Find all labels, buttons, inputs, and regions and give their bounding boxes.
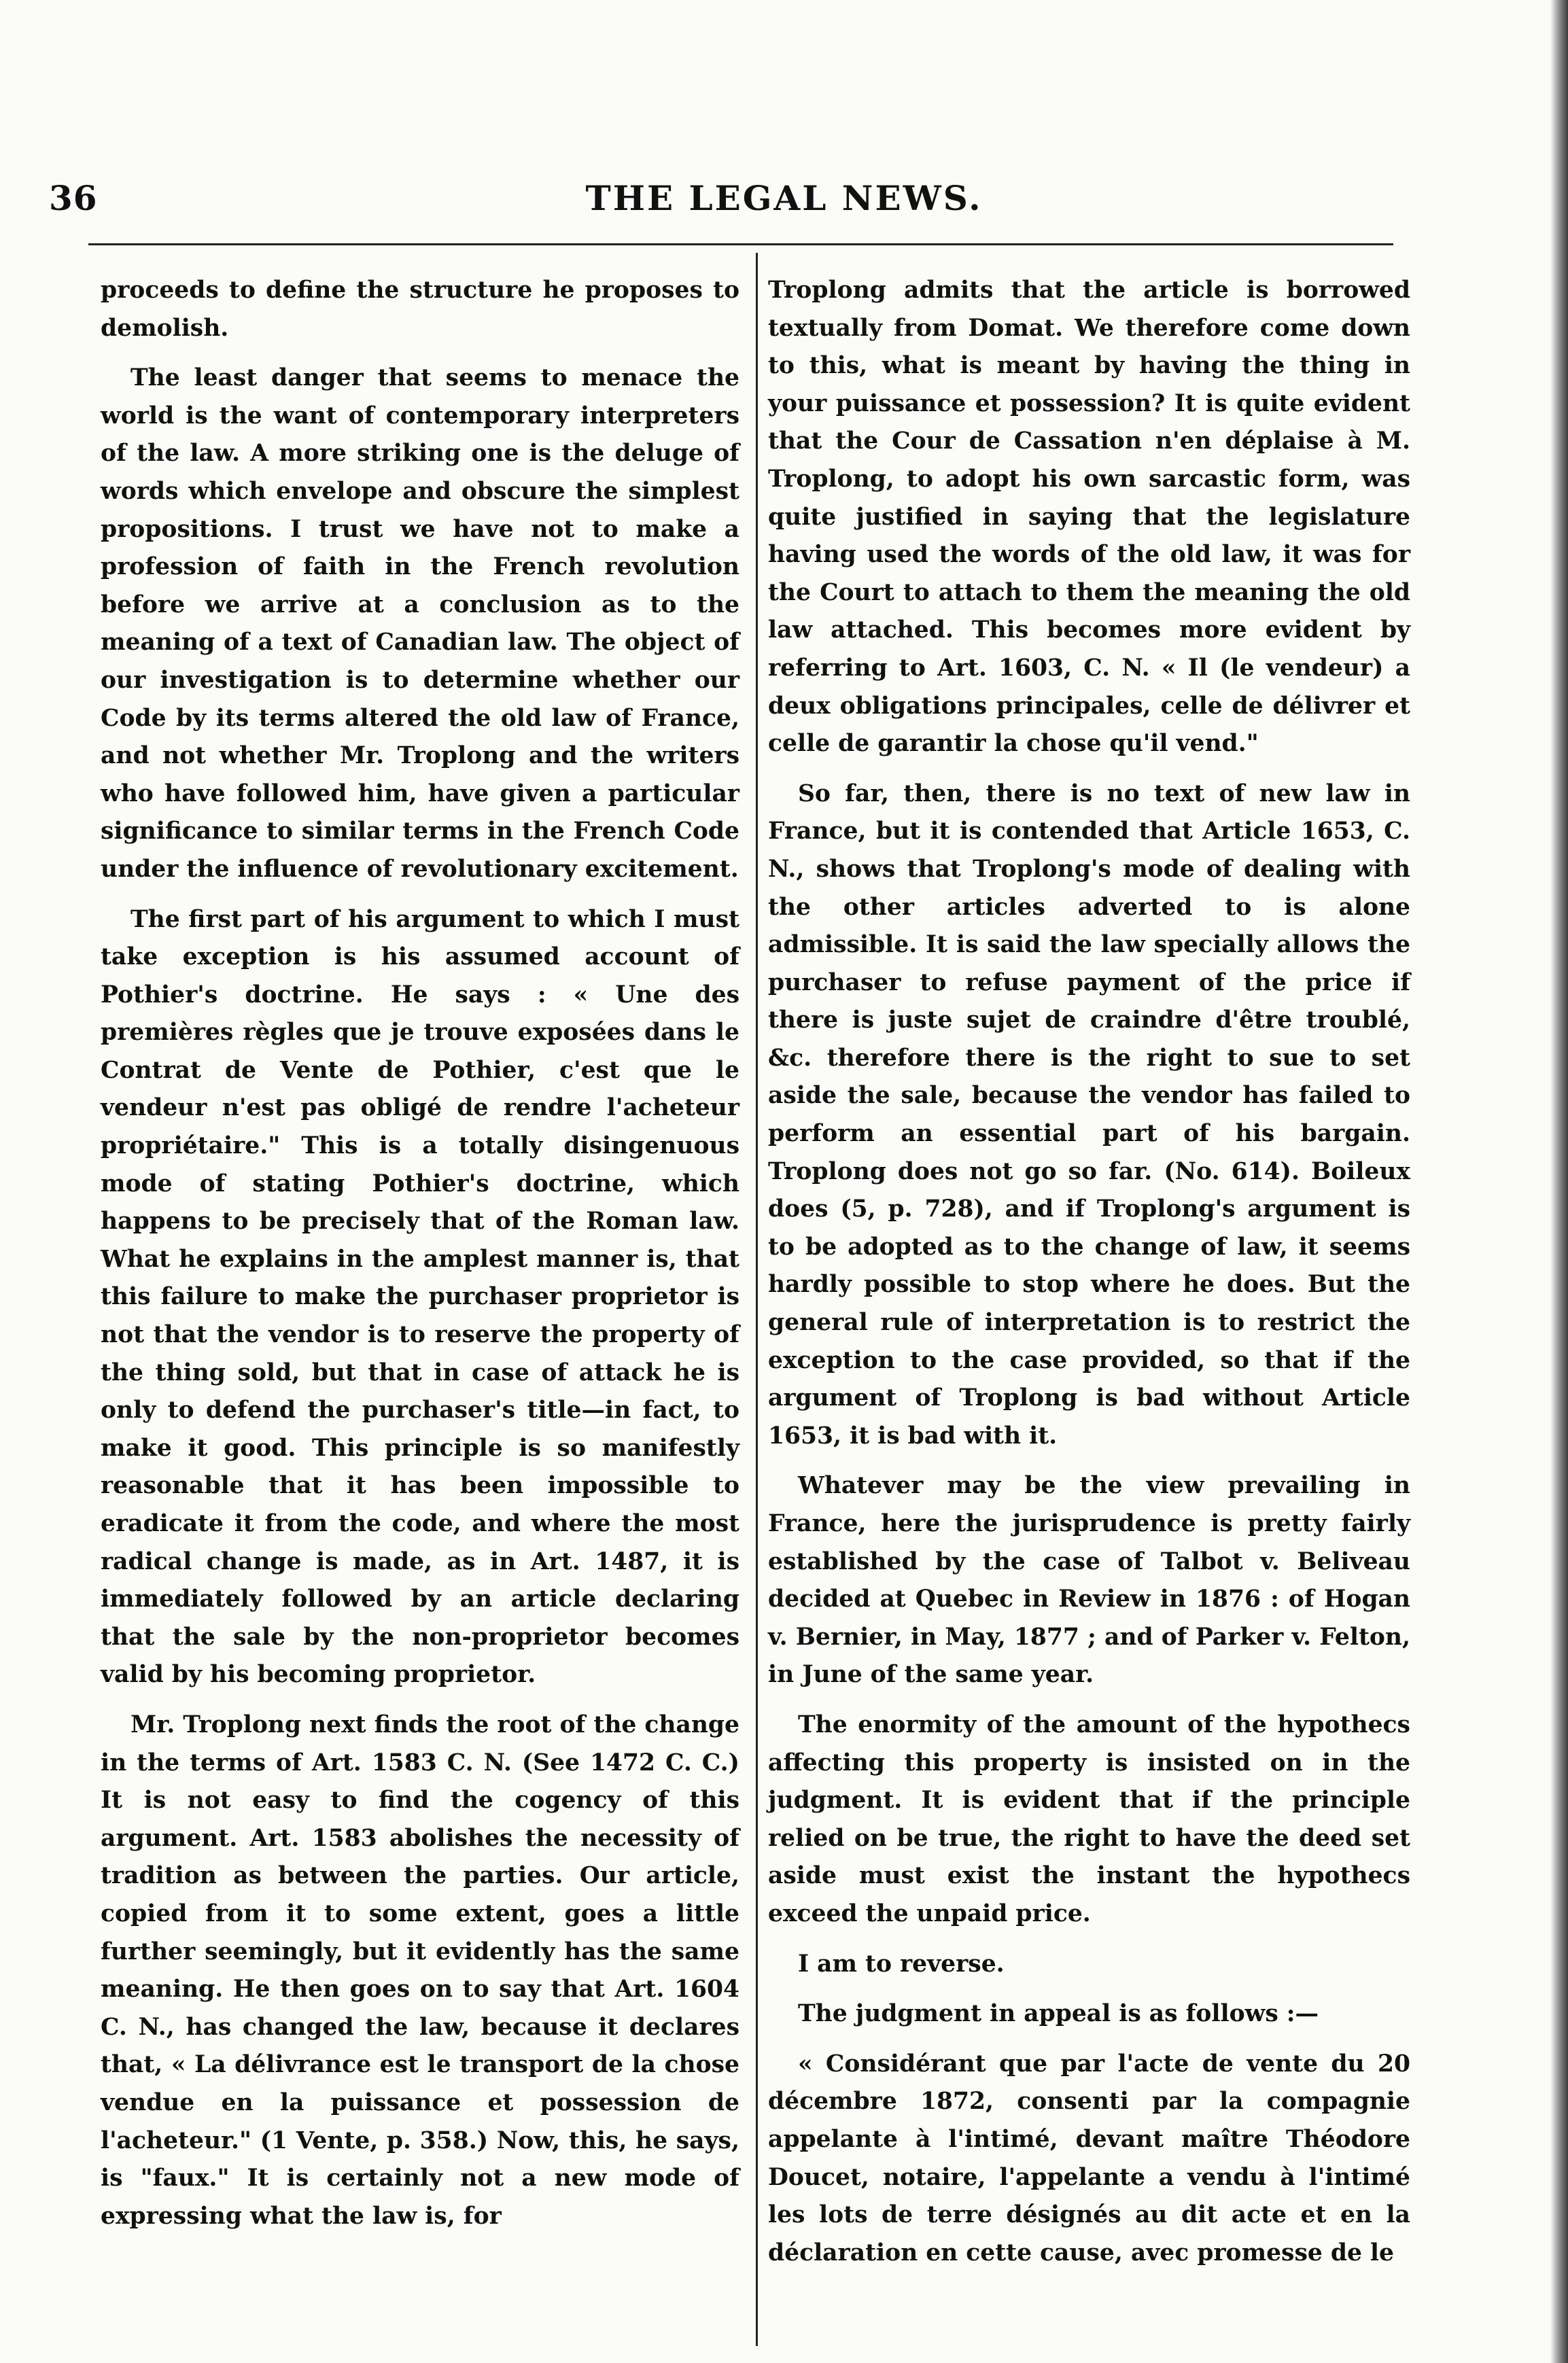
paragraph: The judgment in appeal is as follows :— [798,2000,1319,2028]
paragraph: proceeds to define the structure he proposes to demolish. [101,277,739,342]
paragraph: Troplong admits that the article is borrowed textually from Domat. We therefore come down to this, what is meant by having the thing in your puissance et possession? It is quite evident that the Cour de Cassation n'en déplaise à M. Troplong, to adopt his own sarcastic form, was quite justified in saying that the legislature having used the words of the old law, it was for the Court to attach to them the meaning the old law attached. This becomes more evident by referring to Art. 1603, C. N. « Il (le vendeur) a deux obligations principales, celle de délivrer et celle de garantir la chose qu'il vend." [768,277,1410,758]
left-column [101,272,739,2235]
paragraph: « Considérant que par l'acte de vente du 20 décembre 1872, consenti par la compagnie appelante à l'intimé, devant maître Théodore Doucet, notaire, l'appelante a vendu à l'intimé les lots de terre désignés au dit acte et en la déclaration en cette cause, avec promesse de le [768,2050,1410,2266]
header-rule [88,243,1393,245]
paragraph: The least danger that seems to menace the world is the want of contemporary interpreters of the law. A more striking one is the deluge of words which envelope and obscure the simplest propositions. I trust we have not to make a profession of faith in the French revolution before we arrive at a conclusion as to the meaning of a text of Canadian law. The object of our investigation is to determine whether our Code by its terms altered the old law of France, and not whether Mr. Troplong and the writers who have followed him, have given a particular significance to similar terms in the French Code under the influence of revolutionary excitement. [101,364,739,883]
paragraph: The first part of his argument to which I must take exception is his assumed account of Pothier's doctrine. He says : « Une des premières règles que je trouve exposées dans le Contrat de Vente de Pothier, c'est que le vendeur n'est pas obligé de rendre l'acheteur propriétaire." This is a totally disingenuous mode of stating Pothier's doctrine, which happens to be precisely that of the Roman law. What he explains in the amplest manner is, that this failure to make the purchaser proprietor is not that the vendor is to reserve the property of the thing sold, but that in case of attack he is only to defend the purchaser's title—in fact, to make it good. This principle is so manifestly reasonable that it has been impossible to eradicate it from the code, and where the most radical change is made, as in Art. 1487, it is immediately followed by an article declaring that the sale by the non-proprietor becomes valid by his becoming proprietor. [101,905,739,1689]
page-edge-shadow [1550,0,1568,2363]
paragraph: I am to reverse. [798,1950,1005,1978]
paragraph: The enormity of the amount of the hypothecs affecting this property is insisted on in the judgment. It is evident that if the principle relied on be true, the right to have the deed set aside must exist the instant the hypothecs exceed the unpaid price. [768,1711,1410,1927]
paragraph: Whatever may be the view prevailing in France, here the jurisprudence is pretty fairly established by the case of Talbot v. Beliveau decided at Quebec in Review in 1876 : of Hogan v. Bernier, in May, 1877 ; and of Parker v. Felton, in June of the same year. [768,1472,1410,1689]
paragraph: Mr. Troplong next finds the root of the change in the terms of Art. 1583 C. N. (See 1472 C. C.) It is not easy to find the cogency of this argument. Art. 1583 abolishes the necessity of tradition as between the parties. Our article, copied from it to some extent, goes a little further seemingly, but it evidently has the same meaning. He then goes on to say that Art. 1604 C. N., has changed the law, because it declares that, « La délivrance est le transport de la chose vendue en la puissance et possession de l'acheteur." (1 Vente, p. 358.) Now, this, he says, is "faux." It is certainly not a new mode of expressing what the law is, for [101,1711,739,2230]
right-column [768,272,1410,2272]
running-head: THE LEGAL NEWS. [585,178,983,218]
column-divider [756,253,758,2346]
page-number: 36 [49,178,98,218]
paragraph: So far, then, there is no text of new law in France, but it is contended that Article 1653, C. N., shows that Troplong's mode of dealing with the other articles adverted to is alone admissible. It is said the law specially allows the purchaser to refuse payment of the price if there is juste sujet de craindre d'être troublé, &c. therefore there is the right to sue to set aside the sale, because the vendor has failed to perform an essential part of his bargain. Troplong does not go so far. (No. 614). Boileux does (5, p. 728), and if Troplong's argument is to be adopted as to the change of law, it seems hardly possible to stop where he does. But the general rule of interpretation is to restrict the exception to the case provided, so that if the argument of Troplong is bad without Article 1653, it is bad with it. [768,780,1410,1450]
